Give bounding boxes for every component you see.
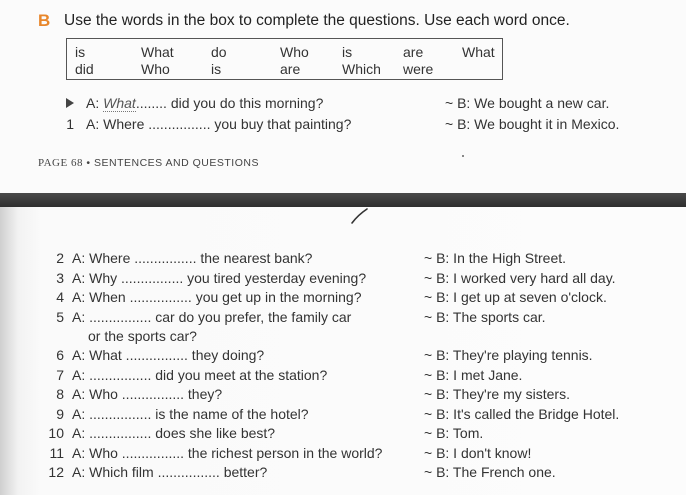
question-text: A: What ................ they doing? [72, 347, 265, 363]
response-text: ~ B: They're my sisters. [424, 386, 570, 402]
question-text: A: Which film ................ better? [72, 464, 268, 480]
word-box-word: is [211, 61, 222, 77]
section-letter: B [38, 11, 51, 30]
word-box-word: did [75, 61, 94, 77]
question-row [0, 250, 686, 268]
exercise-instruction: Use the words in the box to complete the questions. Use each word once. [64, 12, 570, 29]
question-number: 5 [56, 309, 64, 325]
question-text: A: ................ did you meet at the station? [72, 367, 328, 383]
word-box-word: Which [342, 61, 381, 77]
example-question [86, 95, 323, 111]
question-text: A: ................ is the name of the hotel? [72, 406, 309, 422]
question-text: A: ................ car do you prefer, the family car [72, 309, 352, 325]
response-text: ~ B: They're playing tennis. [424, 347, 593, 363]
question-number: 12 [48, 464, 64, 480]
response-text: ~ B: In the High Street. [424, 250, 567, 266]
question-row [0, 445, 686, 463]
question-text: A: When ................ you get up in the morning? [72, 289, 362, 305]
pen-mark-icon [348, 207, 370, 225]
response-text: ~ B: I met Jane. [424, 367, 523, 383]
question-number: 9 [56, 406, 64, 422]
question-text: A: ................ does she like best? [72, 425, 276, 441]
footer-title: SENTENCES AND QUESTIONS [94, 157, 259, 169]
question-row [0, 464, 686, 482]
response-text: ~ B: The French one. [424, 464, 556, 480]
word-box-word: are [403, 44, 424, 60]
question-number: 6 [56, 347, 64, 363]
question-number: 1 [66, 116, 74, 132]
question-number: 11 [49, 445, 64, 461]
word-box-word: is [342, 44, 353, 60]
word-box-word: are [280, 61, 301, 77]
page-number: PAGE 68 [38, 157, 83, 169]
question-row [0, 309, 686, 327]
question-number: 7 [56, 367, 64, 383]
question-row [0, 270, 686, 288]
example-row [0, 95, 686, 113]
word-box [66, 38, 503, 80]
question-text: A: Where ................ the nearest bank? [72, 250, 313, 266]
word-box-word: Who [280, 44, 309, 60]
word-box-word: What [141, 44, 174, 60]
word-box-word: do [211, 44, 227, 60]
response-text: ~ B: I get up at seven o'clock. [424, 289, 607, 305]
question-text: A: Where ................ you buy that painting? [86, 116, 352, 132]
page-gap [0, 193, 686, 207]
example-blank: ........ [135, 95, 167, 111]
stray-mark [462, 155, 464, 157]
question-row [0, 386, 686, 404]
response-text: ~ B: I don't know! [424, 445, 532, 461]
question-row [0, 406, 686, 424]
question-row [0, 347, 686, 365]
example-answer: What [103, 95, 136, 111]
question-number: 4 [56, 289, 64, 305]
response-text: ~ B: We bought it in Mexico. [445, 116, 620, 132]
question-text: A: Who ................ the richest person in the world? [72, 445, 383, 461]
question-row [0, 328, 686, 346]
question-row [0, 289, 686, 307]
word-box-word: is [75, 44, 86, 60]
example-response: ~ B: We bought a new car. [445, 95, 610, 111]
response-text: ~ B: I worked very hard all day. [424, 270, 616, 286]
word-box-word: were [403, 61, 434, 77]
question-number: 10 [48, 425, 64, 441]
page-footer [38, 157, 259, 169]
example-speaker: A: [86, 95, 100, 111]
upper-page [0, 0, 686, 193]
question-row [0, 367, 686, 385]
question-text: A: Who ................ they? [72, 386, 223, 402]
question-text: A: Why ................ you tired yesterday evening? [72, 270, 367, 286]
question-row [0, 116, 686, 134]
response-text: ~ B: Tom. [424, 425, 484, 441]
example-arrow-icon [66, 98, 74, 108]
word-box-word: What [462, 44, 495, 60]
question-number: 2 [56, 250, 64, 266]
response-text: ~ B: It's called the Bridge Hotel. [424, 406, 620, 422]
question-number: 3 [56, 270, 64, 286]
question-row [0, 425, 686, 443]
response-text: ~ B: The sports car. [424, 309, 546, 325]
example-question-rest: did you do this morning? [170, 95, 324, 111]
question-text: or the sports car? [88, 328, 197, 344]
footer-bullet: • [86, 157, 91, 169]
question-number: 8 [56, 386, 64, 402]
word-box-word: Who [141, 61, 170, 77]
